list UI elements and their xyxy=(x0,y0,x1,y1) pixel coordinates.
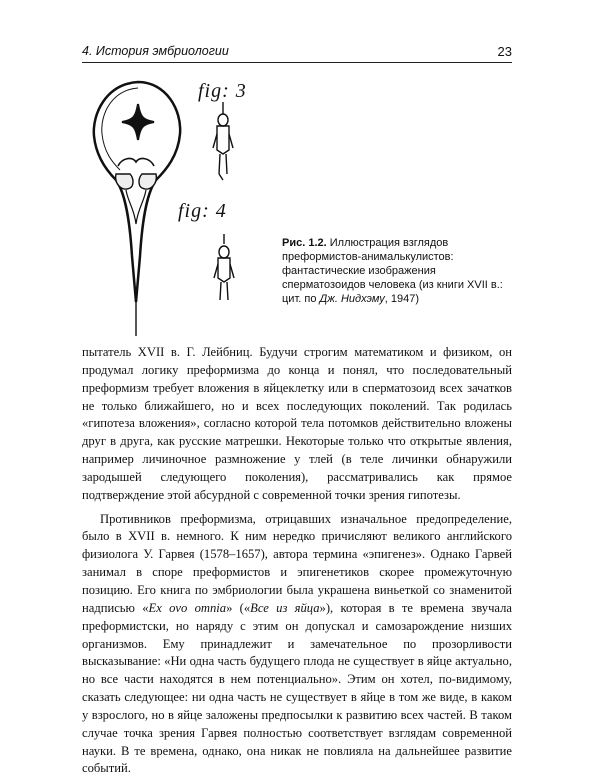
fig4-label: fig: 4 xyxy=(178,200,227,222)
caption-source-author: Дж. Нидхэму xyxy=(319,293,385,305)
page-number: 23 xyxy=(497,44,512,59)
homunculus-fig3 xyxy=(213,102,233,180)
paragraph-2-part-a: Противников преформизма, отрицавших изначальное предопределение, было в XVII в. немного. К ним нередко причисляют великого английского физиолога У. Гарвея (1578–1657), автора термина «эпигенез». Однако Гарвей занимал в споре преформистов и эпигенетиков скорее промежуточную позицию. Его книга по эмбриологии была украшена виньеткой со знаменитой надписью « xyxy=(82,511,512,615)
paragraph-2-part-b: » (« xyxy=(226,600,251,615)
large-spermatozoon xyxy=(94,82,180,336)
fig3-label: fig: 3 xyxy=(198,80,247,102)
vse-iz-yaitsa-phrase: Все из яйца xyxy=(250,600,320,615)
caption-source-suffix: , 1947) xyxy=(384,293,420,305)
caption-label: Рис. 1.2. xyxy=(282,237,327,249)
ex-ovo-omnia-phrase: Ex ovo omnia xyxy=(148,600,227,615)
paragraph-1: пытатель XVII в. Г. Лейбниц. Будучи строгим математиком и физиком, он продумал логику преформизма до конца и понял, что последовательный преформизм требует вложения в яйцеклетку или в сперматозоид всех зачатков не только ближайшего, но и всех последующих поколений. Так родилась «гипотеза вложения», согласно которой тела потомков действительно вложены друг в друга, как русские матрешки. Некоторые только что открытые явления, например личиночное размножение у тлей (в теле личинки обнаружили зародышей следующего поколения), рассматривались как прямое подтверждение этой абсурдной с современной точки зрения гипотезы. xyxy=(82,345,512,502)
body-text xyxy=(82,344,512,778)
paragraph-2-part-c: »), которая в те времена звучала преформистски, но наряду с этим он допускал и самозарождение низших организмов. Ему принадлежит и замечательное по прозорливости высказывание: «Ни одна часть будущего плода не существует в яйце актуально, но все части находятся в нем потенциально». Этим он хотел, по-видимому, сказать следующее: ни одна часть не существует в яйце в том же виде, в каком у взрослого, но в яйце заложены предпосылки к развитию всех частей. В таком случае точка зрения Гарвея полностью соответствует взглядам современной науки. В те времена, однако, она никак не повлияла на дальнейшее развитие событий. xyxy=(82,600,512,776)
caption-text: Иллюстрация взглядов преформистов-анималькулистов: фантастические изображения сперматозоидов человека xyxy=(282,237,454,291)
homunculus-fig4 xyxy=(214,234,234,300)
paragraph-2 xyxy=(82,511,512,778)
figure-caption xyxy=(282,236,522,306)
chapter-title: 4. История эмбриологии xyxy=(82,44,229,58)
running-header xyxy=(82,44,512,63)
caption-source-prefix: (из книги XVII в.: цит. по xyxy=(282,279,503,305)
